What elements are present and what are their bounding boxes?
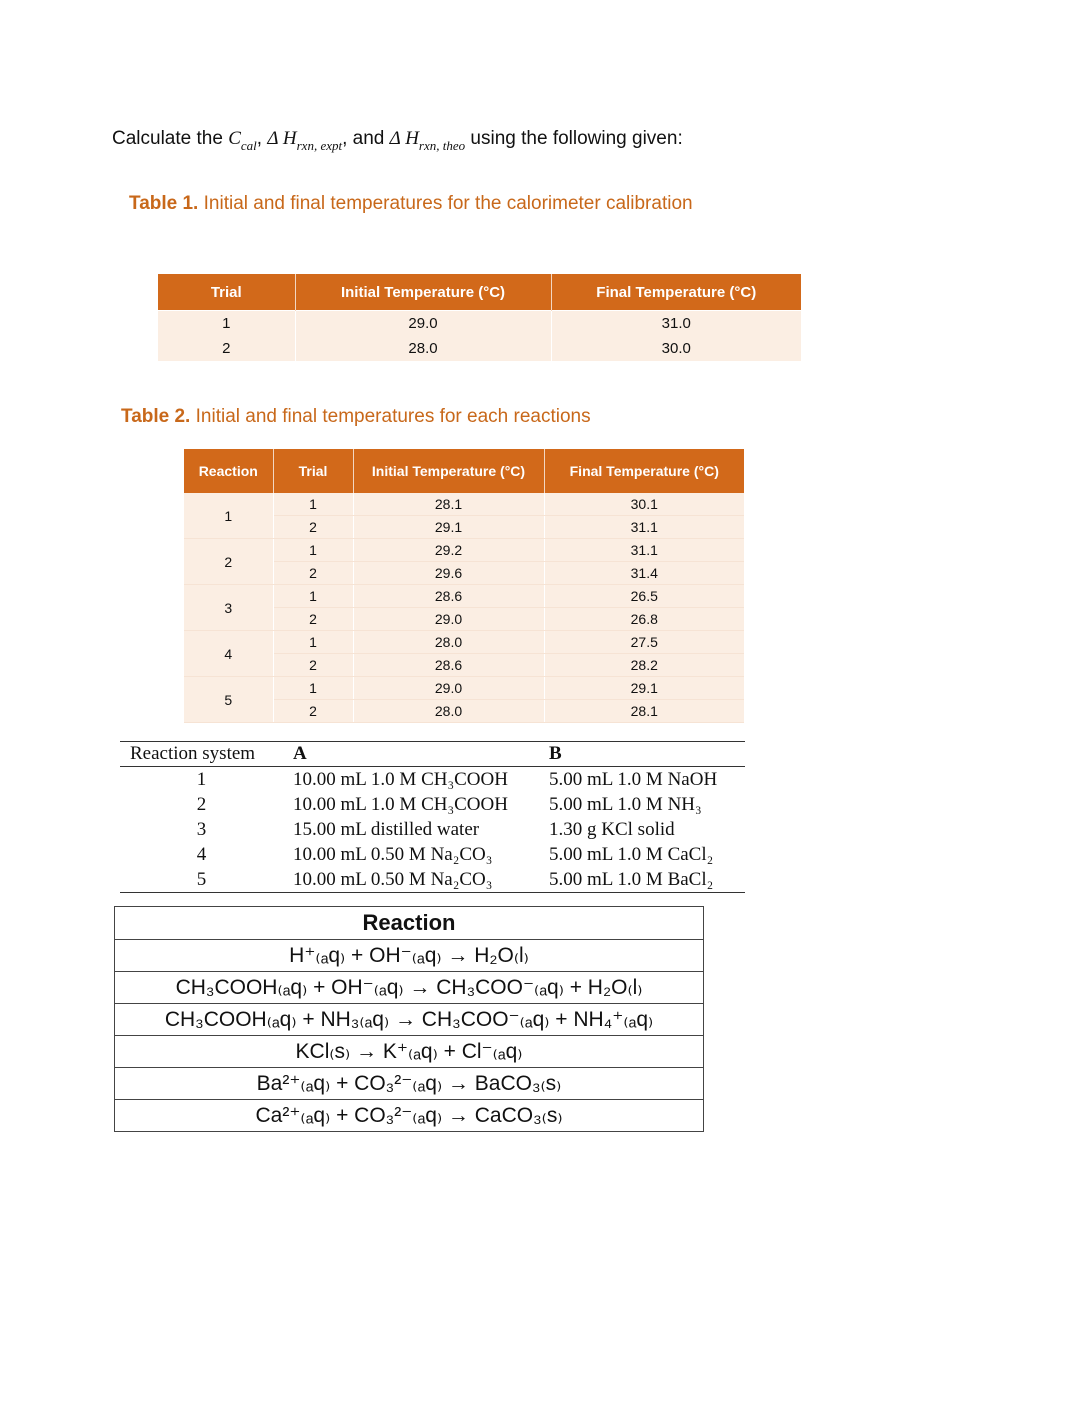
reaction-equation: CH₃COOH₍ₐq₎ + NH₃₍ₐq₎ → CH₃COO⁻₍ₐq₎ + NH₄⁺₍ₐq₎	[115, 1004, 704, 1036]
table1-caption	[129, 193, 693, 215]
table4-header-row	[115, 907, 704, 940]
delta-h-expt-symbol: Δ H	[267, 128, 297, 149]
final-temp-cell: 31.1	[544, 516, 744, 539]
delta-h-theo-symbol: Δ H	[389, 128, 419, 149]
initial-temp-cell: 29.1	[353, 516, 544, 539]
trial-cell: 1	[273, 585, 353, 608]
reagent-b-cell: 5.00 mL 1.0 M CaCl₂	[549, 843, 714, 865]
table-row	[184, 493, 744, 516]
reaction-equation: CH₃COOH₍ₐq₎ + OH⁻₍ₐq₎ → CH₃COO⁻₍ₐq₎ + H₂O₍l₎	[115, 972, 704, 1004]
reagent-a-cell: 10.00 mL 1.0 M CH₃COOH	[293, 793, 508, 815]
final-temp-cell: 28.2	[544, 654, 744, 677]
reagent-b-cell: 5.00 mL 1.0 M NH₃	[549, 793, 702, 815]
reaction-cell: 4	[184, 631, 273, 677]
reaction-cell: 3	[184, 585, 273, 631]
table2-header-initial: Initial Temperature (°C)	[353, 449, 544, 493]
system-cell: 2	[196, 793, 207, 815]
delta-h-expt-subscript: rxn, expt	[296, 138, 343, 153]
delta-h-theo-subscript: rxn, theo	[418, 138, 466, 153]
table-row	[158, 311, 801, 337]
system-cell: 3	[196, 818, 207, 840]
final-temp-cell: 30.1	[544, 493, 744, 516]
reaction-equation-table	[114, 906, 704, 1132]
initial-temp-cell: 29.0	[295, 311, 551, 337]
table4-header: Reaction	[115, 907, 704, 940]
reaction-system-table	[120, 741, 745, 893]
prompt-and: and	[352, 128, 390, 149]
final-temp-cell: 31.4	[544, 562, 744, 585]
trial-cell: 2	[273, 608, 353, 631]
table1-header-trial: Trial	[158, 274, 295, 311]
table-row	[120, 842, 745, 867]
table3-header-a: A	[283, 742, 539, 767]
trial-cell: 2	[273, 654, 353, 677]
final-temp-cell: 28.1	[544, 700, 744, 723]
initial-temp-cell: 28.6	[353, 654, 544, 677]
final-temp-cell: 26.5	[544, 585, 744, 608]
table-row	[115, 1068, 704, 1100]
problem-prompt	[112, 128, 683, 154]
final-temp-cell: 31.1	[544, 539, 744, 562]
calibration-table	[158, 274, 801, 361]
c-cal-symbol: C	[228, 128, 241, 149]
reagent-a-cell: 10.00 mL 0.50 M Na₂CO₃	[293, 868, 493, 890]
table-row	[115, 1004, 704, 1036]
c-cal-subscript: cal	[240, 138, 257, 153]
reaction-cell: 2	[184, 539, 273, 585]
trial-cell: 2	[273, 700, 353, 723]
table-row	[184, 631, 744, 654]
initial-temp-cell: 28.0	[353, 700, 544, 723]
table-row	[184, 585, 744, 608]
trial-cell: 2	[273, 562, 353, 585]
initial-temp-cell: 29.0	[353, 677, 544, 700]
initial-temp-cell: 28.0	[353, 631, 544, 654]
table2-header-final: Final Temperature (°C)	[544, 449, 744, 493]
trial-cell: 1	[273, 677, 353, 700]
table-row	[184, 677, 744, 700]
initial-temp-cell: 29.0	[353, 608, 544, 631]
system-cell: 4	[196, 843, 207, 865]
system-cell: 1	[196, 768, 207, 790]
reagent-a-cell: 15.00 mL distilled water	[293, 818, 480, 840]
prompt-tail: using the following given:	[470, 128, 683, 149]
prompt-comma: ,	[342, 128, 353, 149]
trial-cell: 1	[158, 311, 295, 337]
reaction-temperature-table	[184, 449, 744, 723]
table-row	[120, 817, 745, 842]
table2-header-reaction: Reaction	[184, 449, 273, 493]
table-row	[158, 336, 801, 361]
table-row	[115, 972, 704, 1004]
table-row	[115, 940, 704, 972]
table1-header-initial: Initial Temperature (°C)	[295, 274, 551, 311]
reagent-b-cell: 5.00 mL 1.0 M BaCl₂	[549, 868, 714, 890]
table3-header-b: B	[539, 742, 745, 767]
system-cell: 5	[196, 868, 207, 890]
reagent-b-cell: 5.00 mL 1.0 M NaOH	[549, 768, 718, 790]
table-row	[120, 767, 745, 793]
trial-cell: 2	[273, 516, 353, 539]
table-row	[115, 1036, 704, 1068]
final-temp-cell: 31.0	[551, 311, 801, 337]
reagent-a-cell: 10.00 mL 1.0 M CH₃COOH	[293, 768, 508, 790]
final-temp-cell: 29.1	[544, 677, 744, 700]
initial-temp-cell: 29.2	[353, 539, 544, 562]
table1-caption-label: Table 1.	[129, 193, 199, 214]
initial-temp-cell: 28.0	[295, 336, 551, 361]
initial-temp-cell: 28.1	[353, 493, 544, 516]
reaction-equation: H⁺₍ₐq₎ + OH⁻₍ₐq₎ → H₂O₍l₎	[115, 940, 704, 972]
final-temp-cell: 30.0	[551, 336, 801, 361]
table1-caption-text: Initial and final temperatures for the calorimeter calibration	[203, 193, 693, 214]
table1-header-row	[158, 274, 801, 311]
table2-header-trial: Trial	[273, 449, 353, 493]
initial-temp-cell: 29.6	[353, 562, 544, 585]
reagent-a-cell: 10.00 mL 0.50 M Na₂CO₃	[293, 843, 493, 865]
final-temp-cell: 26.8	[544, 608, 744, 631]
table2-caption-label: Table 2.	[121, 406, 191, 427]
table3-header-row	[120, 742, 745, 767]
table-row	[115, 1100, 704, 1132]
reaction-cell: 1	[184, 493, 273, 539]
table2-caption-text: Initial and final temperatures for each reactions	[195, 406, 591, 427]
trial-cell: 2	[158, 336, 295, 361]
table-row	[184, 539, 744, 562]
prompt-comma: ,	[256, 128, 268, 149]
initial-temp-cell: 28.6	[353, 585, 544, 608]
prompt-lead: Calculate the	[112, 128, 229, 149]
trial-cell: 1	[273, 493, 353, 516]
trial-cell: 1	[273, 631, 353, 654]
table-row	[120, 867, 745, 893]
final-temp-cell: 27.5	[544, 631, 744, 654]
reaction-equation: KCl₍s₎ → K⁺₍ₐq₎ + Cl⁻₍ₐq₎	[115, 1036, 704, 1068]
table2-header-row	[184, 449, 744, 493]
table3-header-system: Reaction system	[120, 742, 283, 767]
table1-header-final: Final Temperature (°C)	[551, 274, 801, 311]
trial-cell: 1	[273, 539, 353, 562]
table-row	[120, 792, 745, 817]
reaction-cell: 5	[184, 677, 273, 723]
reaction-equation: Ca²⁺₍ₐq₎ + CO₃²⁻₍ₐq₎ → CaCO₃₍s₎	[115, 1100, 704, 1132]
reaction-equation: Ba²⁺₍ₐq₎ + CO₃²⁻₍ₐq₎ → BaCO₃₍s₎	[115, 1068, 704, 1100]
table2-caption	[121, 406, 591, 428]
reagent-b-cell: 1.30 g KCl solid	[549, 818, 675, 840]
